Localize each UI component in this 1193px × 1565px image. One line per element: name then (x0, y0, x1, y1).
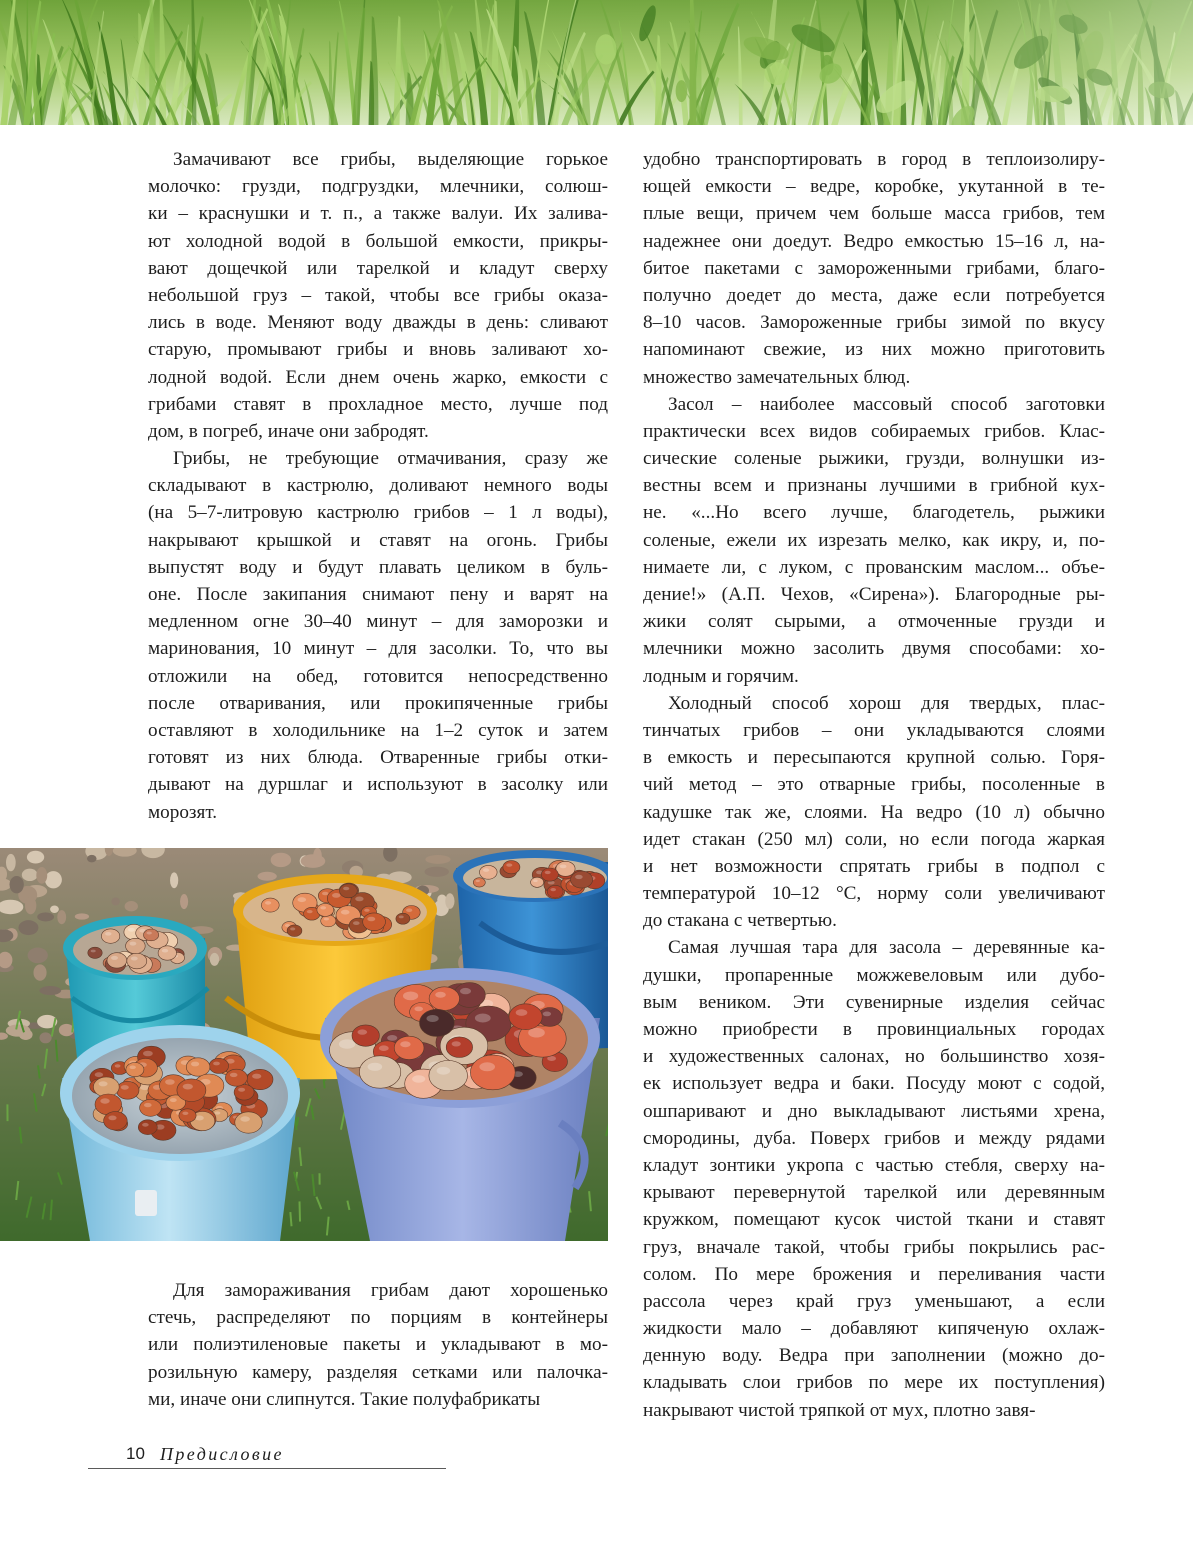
section-title: Предисловие (160, 1444, 284, 1464)
left-column-lower (148, 1277, 608, 1413)
text-line: грибами ставят в прохладное место, лучше под (148, 393, 608, 415)
text-line: млечники можно засолить двумя способами: хо- (643, 638, 1105, 660)
text-line: груз, вначале такой, чтобы грибы покрылись рас- (643, 1236, 1105, 1258)
text-line: после отваривания, или прокипяченные грибы (148, 692, 608, 714)
light-blue-bucket (60, 1025, 300, 1241)
text-line: кадушке так же, слоями. На ведро (10 л) обычно (643, 801, 1105, 823)
text-line: плые вещи, причем чем больше масса грибов, тем (643, 203, 1105, 225)
mushroom-buckets-photo (0, 848, 608, 1241)
text-line: жидкости мало – добавляют кипяченую охлаж- (643, 1318, 1105, 1340)
text-line: розильную камеру, разделяя сетками или палочка- (148, 1361, 608, 1383)
text-line: чий метод – это отварные грибы, посоленные в (643, 774, 1105, 796)
text-line: множество замечательных блюд. (643, 366, 911, 388)
text-line: ют холодной водой в большой емкости, прикры- (148, 230, 608, 252)
text-line: Засол – наиболее массовый способ заготовки (668, 393, 1105, 415)
text-line: до стакана с четвертью. (643, 910, 837, 932)
text-line: денную воду. Ведра при заполнении (можно до- (643, 1345, 1105, 1367)
text-line: душки, пропаренные можжевеловым или дубо- (643, 964, 1105, 986)
text-line: жики солят сырыми, а отмоченные грузди и (643, 611, 1105, 633)
right-column (643, 146, 1105, 1424)
text-line: кладывать слои грибов по мере их поступления) (643, 1372, 1105, 1394)
text-line: сические соленые рыжики, грузди, волнушки из- (643, 448, 1105, 470)
text-line: практически всех видов собираемых грибов. Клас- (643, 420, 1105, 442)
text-line: нимаете ли, с луком, с прованским маслом... объе- (643, 556, 1105, 578)
text-line: 8–10 часов. Замороженные грибы зимой по вкусу (643, 312, 1105, 334)
text-line: или полиэтиленовые пакеты и укладывают в мо- (148, 1334, 608, 1356)
text-line: выпустят воду и будут плавать целиком в буль- (148, 556, 608, 578)
text-line: лодной водой. Если днем очень жарко, емкости с (148, 366, 608, 388)
text-line: не. «...Но всего лучше, благодетель, рыжики (643, 502, 1105, 524)
text-line: (на 5–7-литровую кастрюлю грибов – 1 л воды), (148, 502, 608, 524)
text-line: Холодный способ хорош для твердых, плас- (668, 692, 1105, 714)
text-line: ми, иначе они слипнутся. Такие полуфабрикаты (148, 1388, 541, 1410)
paragraph (148, 1277, 608, 1413)
paragraph (643, 934, 1105, 1423)
text-line: стечь, распределяют по порциям в контейнеры (148, 1307, 608, 1329)
text-line: можно приобрести в провинциальных городах (643, 1019, 1105, 1040)
footer-rule (88, 1468, 446, 1469)
text-line: вают дощечкой или тарелкой и кладут сверху (148, 257, 608, 279)
text-line: готовят из них блюда. Отваренные грибы отки- (148, 747, 608, 769)
text-line: молочко: грузди, подгруздки, млечники, солюш- (148, 176, 608, 198)
text-line: напоминают свежие, из них можно приготовить (643, 339, 1105, 361)
paragraph (643, 391, 1105, 690)
text-line: соленые, ежели их изрезать мелко, как икру, и, по- (643, 529, 1105, 551)
text-line: Самая лучшая тара для засола – деревянные ка- (668, 937, 1105, 959)
text-line: оставляют в холодильнике на 1–2 суток и затем (148, 719, 608, 741)
text-line: крывают перевернутой тарелкой или деревянным (643, 1182, 1105, 1204)
text-line: Замачивают все грибы, выделяющие горькое (173, 149, 608, 170)
text-line: накрывают крышкой и ставят на огонь. Грибы (148, 529, 608, 551)
text-line: битое пакетами с замороженными грибами, благо- (643, 257, 1105, 279)
text-line: солом. По мере брожения и переливания части (643, 1263, 1105, 1285)
text-line: кладут зонтики укропа с частью стебля, сверху на- (643, 1154, 1105, 1176)
paragraph (148, 445, 608, 826)
text-line: температурой 10–12 °С, норму соли увеличивают (643, 883, 1105, 905)
text-line: вым веником. Эти сувенирные изделия сейчас (643, 991, 1105, 1013)
text-line: ки – краснушки и т. п., а также валуи. Их залива- (148, 203, 608, 225)
text-line: лись в воде. Меняют воду дважды в день: сливают (148, 312, 608, 334)
paragraph (643, 690, 1105, 935)
text-line: вестны всем и признаны лучшими в грибной кух- (643, 475, 1105, 497)
text-line: ошпаривают и дно выкладывают листьями хрена, (643, 1100, 1105, 1122)
text-line: дение!» (А.П. Чехов, «Сирена»). Благородные ры- (643, 584, 1105, 605)
text-line: отложили на обед, готовится непосредственно (148, 665, 608, 687)
text-line: идет стакан (250 мл) соли, но если погода жаркая (643, 828, 1105, 850)
text-line: Для замораживания грибам дают хорошенько (173, 1280, 608, 1301)
text-line: ек использует ведра и баки. Посуду моют с содой, (643, 1073, 1105, 1095)
text-line: надежнее они доедут. Ведро емкостью 15–16 л, на- (643, 230, 1105, 252)
text-line: старую, промывают грибы и вновь заливают хо- (148, 339, 608, 361)
buckets-image (0, 848, 608, 1241)
text-line: получно доедет до места, даже если потребуется (643, 284, 1105, 306)
grass-image (0, 0, 1193, 125)
text-line: дывают на дуршлаг и используют в засолку или (148, 774, 608, 796)
paragraph (148, 146, 608, 445)
text-line: Грибы, не требующие отмачивания, сразу же (173, 448, 608, 470)
text-line: небольшой груз – такой, чтобы все грибы оказа- (148, 284, 608, 306)
page-number: 10 (126, 1444, 145, 1463)
paragraph (643, 146, 1105, 391)
lavender-bucket (320, 968, 600, 1241)
text-line: в емкость и пересыпаются крупной солью. Горя- (643, 747, 1105, 769)
text-line: лодным и горячим. (643, 665, 799, 687)
text-line: морозят. (148, 801, 218, 823)
text-line: складывают в кастрюлю, доливают немного воды (148, 475, 608, 497)
left-column (148, 146, 608, 826)
text-line: и художественных салонах, но большинство хозя- (643, 1046, 1105, 1068)
text-line: оне. После закипания снимают пену и варят на (148, 584, 608, 605)
text-line: накрывают чистой тряпкой от мух, плотно завя- (643, 1399, 1036, 1421)
text-line: рассола через край груз уменьшают, а если (643, 1290, 1105, 1312)
text-line: тинчатых грибов – они укладываются слоями (643, 719, 1105, 741)
text-line: и нет возможности спрятать грибы в подпол с (643, 855, 1105, 877)
text-line: маринования, 10 минут – для засолки. То, что вы (148, 638, 608, 660)
text-line: удобно транспортировать в город в теплоизолиру- (643, 149, 1105, 170)
text-line: дом, в погреб, иначе они забродят. (148, 420, 429, 442)
grass-banner (0, 0, 1193, 125)
text-line: медленном огне 30–40 минут – для заморозки и (148, 611, 608, 633)
text-line: смородины, дуба. Поверх грибов и между рядами (643, 1127, 1105, 1149)
text-line: ющей емкости – ведре, коробке, укутанной в те- (643, 176, 1105, 198)
text-line: кружком, помещают кусок чистой ткани и ставят (643, 1209, 1105, 1231)
